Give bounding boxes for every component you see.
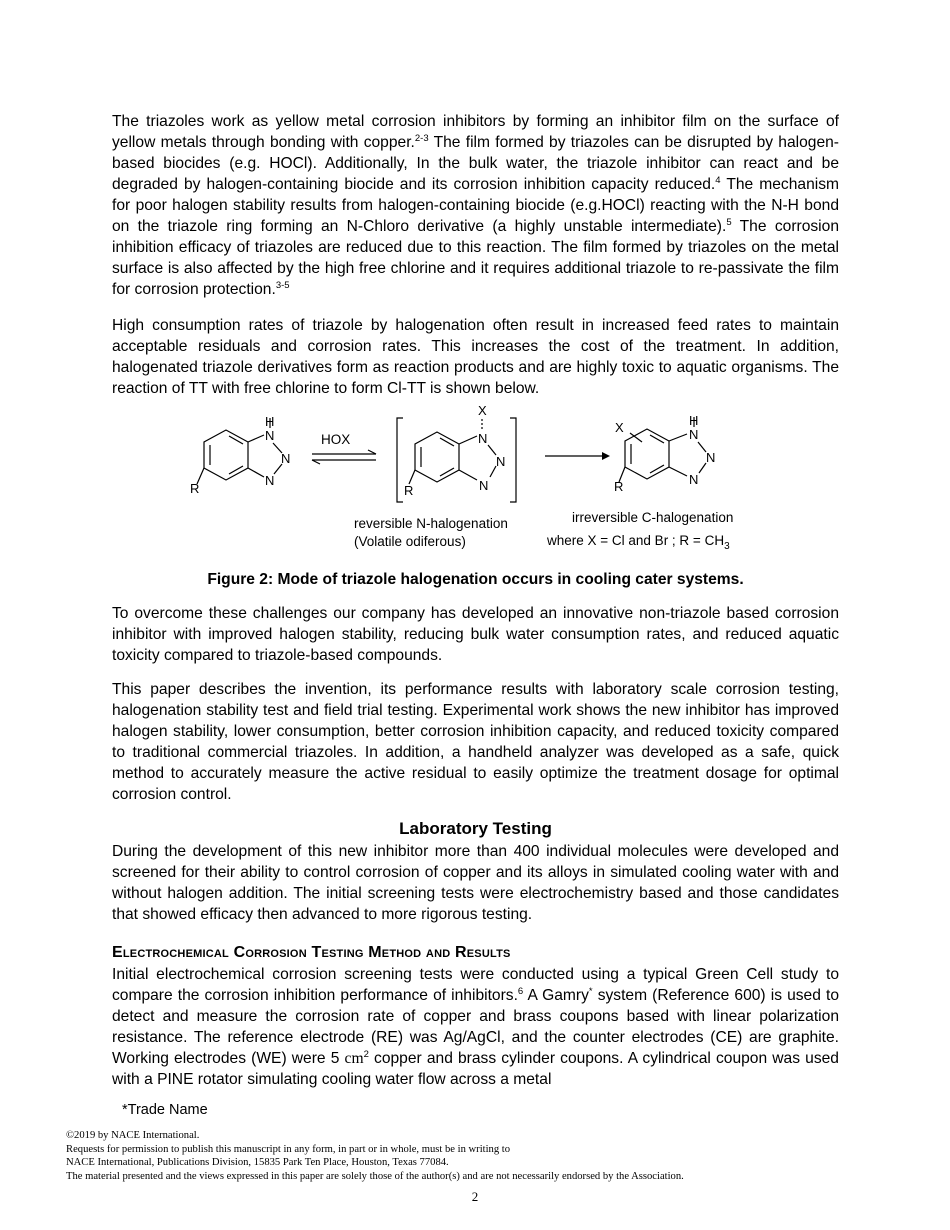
para6-text-c: system (Reference 600) is used to detect and measure the corrosion rate of copper and brass coupons based with linear polarization resistance. The reference electrode (RE) was Ag/AgCl, and the counter electrodes (CE) are graphite. Working electrodes (WE) were 5 [112,987,840,1067]
figure-caption: Figure 2: Mode of triazole halogenation occurs in cooling cater systems. [207,571,744,588]
unit-exponent: 2 [363,1049,369,1060]
copyright-line-4: The material presented and the views expressed in this paper are solely those of the author(s) and are not necessarily endorsed by the Association. [66,1170,684,1182]
copyright-line-2: Requests for permission to publish this manuscript in any form, in part or in whole, must be in writing to [66,1143,511,1155]
atom-n2-3: N [706,450,716,465]
para6-text-b: A Gamry [523,987,589,1004]
label-reversible-line1: reversible N-halogenation [354,516,508,531]
unit-cm: cm [344,1050,364,1067]
bracket-right [510,418,516,502]
label-reversible-line2: (Volatile odiferous) [354,534,466,549]
atom-n3-3: N [689,472,699,487]
atom-r-2: R [404,483,414,498]
citation-6: 6 [517,986,524,997]
copyright-line-1: ©2019 by NACE International. [66,1130,200,1141]
subsection-heading-electrochemical: Electrochemical Corrosion Testing Method and Results [112,944,511,961]
citation-3-5: 3-5 [275,280,290,291]
para1-text-c: The mechanism for poor halogen stability results from halogen-containing biocide (e.g.HOCl) reacting with the N-H bond on the triazole ring forming an N-Chloro derivative (a highly unstable intermediate). [112,176,839,235]
atom-n1-1: N [265,428,275,443]
atom-r-1: R [190,481,200,496]
label-irreversible-text: where X = Cl and Br ; R = CH [547,533,725,548]
atom-r-3: R [614,479,624,494]
section-heading-laboratory-testing: Laboratory Testing [399,819,552,838]
para1-text-b: The film formed by triazoles can be disrupted by halogen-based biocides (e.g. HOCl). Additionally, In the bulk water, the triazole inhibitor can react and be degraded by halogen-containing biocide and its corrosion inhibition capacity reduced. [112,134,839,193]
paragraph-lab-testing: During the development of this new inhibitor more than 400 individual molecules were developed and screened for their ability to control corrosion of copper and its alloys in simulated cooling water with and without halogen addition. The initial screening tests were electrochemistry based and those candidates that showed efficacy then advanced to more rigorous testing. [112,843,839,923]
paragraph-halogenation-consumption: High consumption rates of triazole by halogenation often result in increased feed rates to maintain acceptable residuals and corrosion rates. This increases the cost of the treatment. In addition, halogenated triazole derivatives form as reaction products and are highly toxic to aquatic organisms. The reaction of TT with free chlorine to form Cl-TT is shown below. [112,317,839,397]
label-irreversible-line1: irreversible C-halogenation [572,510,734,525]
label-irreversible-line2 [546,533,730,552]
atom-h-1: H [265,414,275,429]
atom-n2-1: N [281,451,291,466]
trade-name-marker: * [588,986,593,997]
para6-text-a: Initial electrochemical corrosion screening tests were conducted using a typical Green Cell study to compare the corrosion inhibition performance of inhibitors. [112,966,839,1004]
para6-text-d: copper and brass cylinder coupons. A cylindrical coupon was used with a PINE rotator simulating cooling water flow across a metal [112,1050,839,1088]
para1-text-a: The triazoles work as yellow metal corrosion inhibitors by forming an inhibitor film on the surface of yellow metals through bonding with copper. [112,113,839,151]
atom-n1-2: N [478,431,488,446]
paragraph-company-development: To overcome these challenges our company has developed an innovative non-triazole based corrosion inhibitor with improved halogen stability, reducing bulk water consumption rates, and reduced aquatic toxicity compared to triazole-based compounds. [112,605,839,664]
label-irreversible-subscript: 3 [724,541,730,552]
page-number: 2 [471,1189,479,1204]
benzene-ring-2 [415,432,459,482]
copyright-notice [66,1129,684,1183]
copyright-line-3: NACE International, Publications Division, 15835 Park Ten Place, Houston, Texas 77084. [66,1157,449,1168]
atom-n2-2: N [496,454,506,469]
reagent-hox: HOX [321,432,351,447]
bracket-left [397,418,403,502]
citation-4: 4 [715,175,721,186]
citation-5: 5 [726,217,732,228]
atom-h-3: H [689,413,699,428]
atom-n3-2: N [479,478,489,493]
paragraph-triazole-mechanism [112,111,839,300]
atom-n1-3: N [689,427,699,442]
triazole-halogenation-scheme [180,400,780,560]
footnote-trade-name: *Trade Name [122,1102,208,1118]
atom-x-2: X [478,403,487,418]
paragraph-electrochemical-method [112,964,839,1090]
paragraph-paper-description: This paper describes the invention, its performance results with laboratory scale corrosion testing, halogenation stability test and field trial testing. Experimental work shows the new inhibitor has improved halogen stability, lower consumption, better corrosion inhibition capacity, and reduced toxicity compared to traditional commercial triazoles. In addition, a handheld analyzer was developed as a safe, quick method to accurately measure the active residual to easily optimize the treatment dosage for optimal corrosion control. [112,681,839,803]
citation-2-3: 2-3 [414,133,429,144]
benzene-ring-1 [204,430,248,480]
atom-n3-1: N [265,473,275,488]
para1-text-d: The corrosion inhibition efficacy of triazoles are reduced due to this reaction. The film formed by triazoles on the metal surface is also affected by the high free chlorine and it requires additional triazole to re-passivate the film for corrosion protection. [112,218,839,298]
atom-x-3: X [615,420,624,435]
